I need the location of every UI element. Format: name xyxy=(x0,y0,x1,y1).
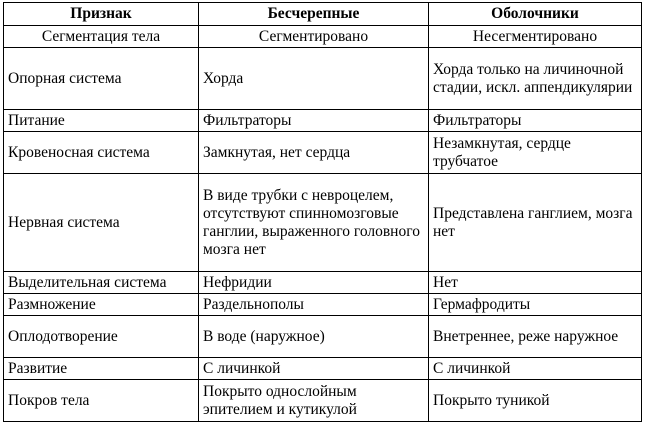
tunicata-cell: Гермафродиты xyxy=(429,294,642,316)
tunicata-cell: Внетреннее, реже наружное xyxy=(429,316,642,358)
trait-cell: Развитие xyxy=(4,358,199,380)
trait-cell: Питание xyxy=(4,110,199,132)
acrania-cell: Раздельнополы xyxy=(199,294,429,316)
trait-cell: Кровеносная система xyxy=(4,132,199,174)
table-row xyxy=(4,132,642,174)
table-row xyxy=(4,48,642,110)
tunicata-cell: Незамкнутая, сердце трубчатое xyxy=(429,132,642,174)
table-row xyxy=(4,26,642,48)
acrania-cell: Сегментировано xyxy=(199,26,429,48)
tunicata-cell: С личинкой xyxy=(429,358,642,380)
table-row xyxy=(4,174,642,272)
acrania-cell: С личинкой xyxy=(199,358,429,380)
table-row xyxy=(4,110,642,132)
tunicata-cell: Нет xyxy=(429,272,642,294)
header-trait: Признак xyxy=(4,3,199,26)
acrania-cell: Хорда xyxy=(199,48,429,110)
header-tunicata: Оболочники xyxy=(429,3,642,26)
trait-cell: Опорная система xyxy=(4,48,199,110)
trait-cell: Выделительная система xyxy=(4,272,199,294)
header-row xyxy=(4,3,642,26)
tunicata-cell: Несегментировано xyxy=(429,26,642,48)
trait-cell: Нервная система xyxy=(4,174,199,272)
trait-cell: Покров тела xyxy=(4,380,199,422)
tunicata-cell: Представлена ганглием, мозга нет xyxy=(429,174,642,272)
table-row xyxy=(4,380,642,422)
acrania-cell: Фильтраторы xyxy=(199,110,429,132)
table-row xyxy=(4,358,642,380)
tunicata-cell: Хорда только на личиночной стадии, искл. аппендикулярии xyxy=(429,48,642,110)
tunicata-cell: Фильтраторы xyxy=(429,110,642,132)
table-row xyxy=(4,272,642,294)
acrania-cell: В виде трубки с невроцелем, отсутствуют спинномозговые ганглии, выраженного головного мозга нет xyxy=(199,174,429,272)
acrania-cell: Замкнутая, нет сердца xyxy=(199,132,429,174)
comparison-table xyxy=(3,2,642,422)
trait-cell: Сегментация тела xyxy=(4,26,199,48)
table-row xyxy=(4,316,642,358)
trait-cell: Оплодотворение xyxy=(4,316,199,358)
tunicata-cell: Покрыто туникой xyxy=(429,380,642,422)
acrania-cell: Покрыто однослойным эпителием и кутикулой xyxy=(199,380,429,422)
acrania-cell: В воде (наружное) xyxy=(199,316,429,358)
table-row xyxy=(4,294,642,316)
trait-cell: Размножение xyxy=(4,294,199,316)
header-acrania: Бесчерепные xyxy=(199,3,429,26)
acrania-cell: Нефридии xyxy=(199,272,429,294)
